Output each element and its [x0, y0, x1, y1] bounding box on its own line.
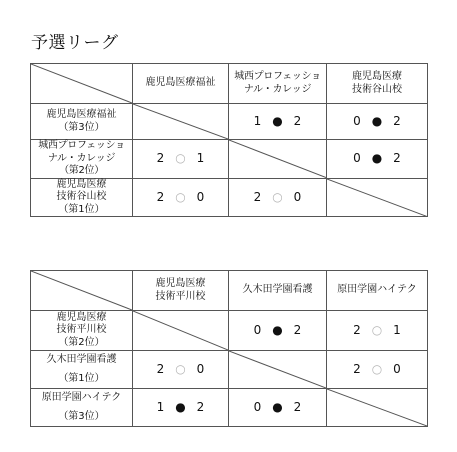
league-table-2	[30, 270, 428, 427]
team-name: 原田学園ハイテク	[337, 284, 417, 296]
score-left: 1	[156, 400, 165, 414]
team-name: 技術平川校	[56, 324, 107, 336]
score-right: 0	[196, 362, 205, 376]
result-mark: ○	[175, 189, 186, 204]
team-rank: （第1位）	[58, 203, 105, 215]
team-name: 鹿児島医療	[56, 311, 107, 323]
score-cell	[327, 104, 428, 140]
score-left: 0	[353, 151, 361, 166]
score-right: 1	[196, 151, 205, 166]
score-left: 2	[156, 189, 165, 204]
score-cell	[327, 351, 428, 389]
score-left: 0	[253, 323, 262, 337]
score-left: 2	[156, 362, 165, 376]
score-right: 0	[196, 189, 205, 204]
team-name: 城西プロフェッショ	[234, 71, 321, 82]
score-right: 2	[393, 114, 401, 128]
result-mark: ●	[272, 114, 283, 128]
result-mark: ●	[371, 114, 383, 128]
result-mark: ○	[272, 189, 283, 204]
corner-cell	[31, 271, 133, 311]
team-name: ナル・カレッジ	[47, 152, 116, 164]
score-right: 2	[293, 323, 302, 337]
row-header	[31, 104, 133, 140]
row-header	[31, 311, 133, 351]
self-match-cell	[229, 351, 327, 389]
score-right: 2	[196, 400, 205, 414]
score-right: 2	[393, 151, 401, 166]
result-mark: ○	[175, 362, 186, 376]
result-mark: ●	[371, 151, 383, 166]
score-cell	[229, 389, 327, 427]
result-mark: ●	[272, 400, 283, 414]
score-left: 2	[353, 323, 361, 337]
league-table-1	[30, 63, 428, 217]
team-name: 技術谷山校	[56, 191, 107, 202]
self-match-cell	[327, 178, 428, 217]
team-rank: （第2位）	[59, 165, 104, 176]
result-mark: ●	[272, 323, 283, 337]
team-name: 鹿児島医療	[352, 71, 402, 82]
team-rank: （第2位）	[58, 336, 105, 348]
column-header	[133, 271, 229, 311]
team-name: 原田学園ハイテク	[41, 392, 122, 403]
score-right: 0	[393, 362, 401, 376]
result-mark: ○	[175, 151, 186, 166]
score-cell	[327, 311, 428, 351]
row-header	[31, 178, 133, 217]
score-left: 1	[253, 114, 262, 128]
team-name: 久木田学園看護	[46, 354, 117, 365]
team-name: 久木田学園看護	[242, 284, 313, 296]
result-mark: ●	[175, 400, 186, 414]
self-match-cell	[133, 311, 229, 351]
row-header	[31, 389, 133, 427]
score-right: 1	[393, 323, 401, 337]
result-mark: ○	[371, 323, 383, 337]
result-mark: ○	[371, 362, 383, 376]
score-right: 0	[293, 189, 302, 204]
team-rank: （第1位）	[58, 372, 105, 384]
score-cell	[133, 178, 229, 217]
score-cell	[229, 178, 327, 217]
score-cell	[229, 104, 327, 140]
self-match-cell	[229, 140, 327, 179]
row-header	[31, 351, 133, 389]
column-header	[327, 271, 428, 311]
page-title: 予選リーグ	[31, 33, 119, 53]
score-cell	[133, 351, 229, 389]
row-header	[31, 140, 133, 179]
score-left: 2	[253, 189, 262, 204]
score-left: 0	[253, 400, 262, 414]
team-name: 鹿児島医療福祉	[145, 77, 216, 89]
score-right: 2	[293, 400, 302, 414]
score-left: 2	[353, 362, 361, 376]
team-name: 城西プロフェッショ	[38, 140, 125, 151]
corner-cell	[31, 64, 133, 104]
team-name: 技術谷山校	[352, 83, 402, 95]
score-cell	[229, 311, 327, 351]
team-name: 技術平川校	[155, 290, 206, 302]
team-name: 鹿児島医療	[56, 178, 107, 190]
self-match-cell	[327, 389, 428, 427]
score-right: 2	[293, 114, 302, 128]
column-header	[229, 271, 327, 311]
score-left: 2	[156, 151, 165, 166]
score-cell	[327, 140, 428, 179]
score-cell	[133, 389, 229, 427]
score-left: 0	[353, 114, 361, 128]
column-header	[133, 64, 229, 104]
team-name: 鹿児島医療福祉	[46, 109, 117, 120]
score-cell	[133, 140, 229, 179]
team-rank: （第3位）	[58, 410, 105, 422]
column-header	[229, 64, 327, 104]
column-header	[327, 64, 428, 104]
team-name: 鹿児島医療	[155, 278, 206, 289]
team-name: ナル・カレッジ	[243, 83, 312, 95]
self-match-cell	[133, 104, 229, 140]
team-rank: （第3位）	[58, 121, 105, 133]
